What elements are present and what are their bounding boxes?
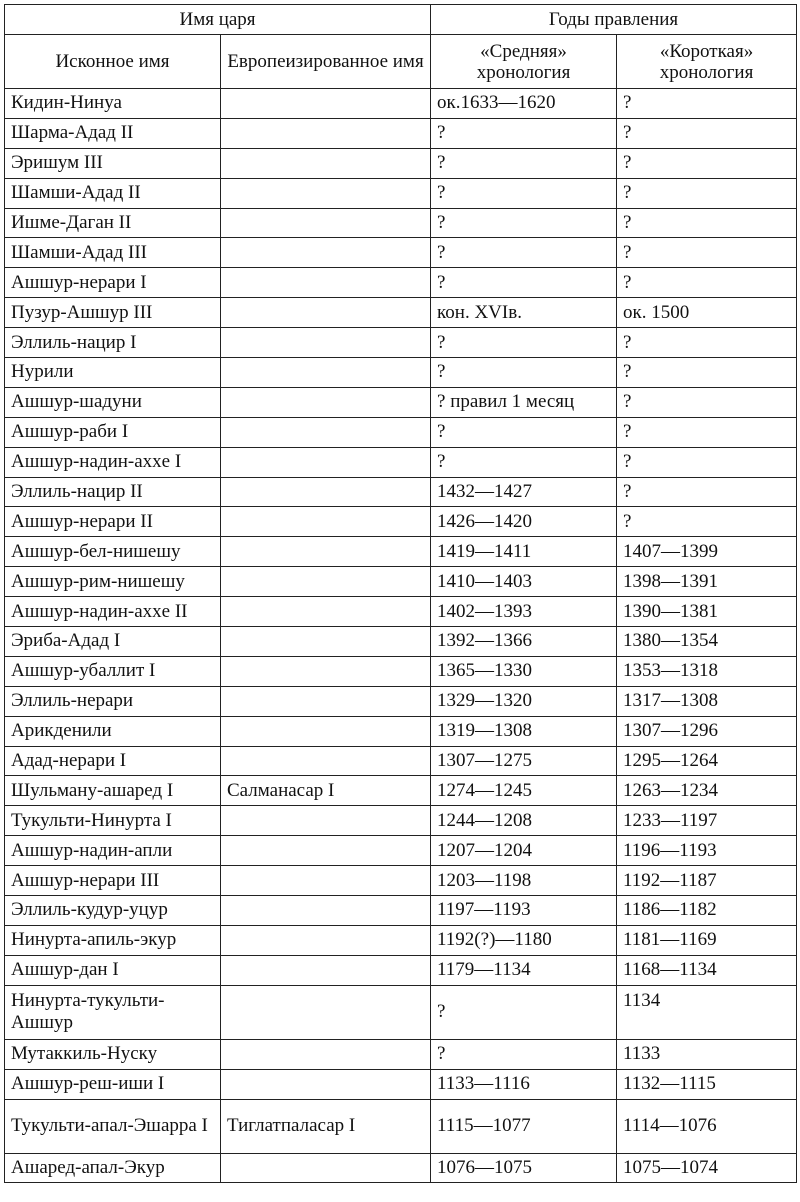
short-chronology-cell: ?	[617, 208, 797, 238]
native-name-cell: Ашшур-раби I	[5, 417, 221, 447]
short-chronology-cell: 1075—1074	[617, 1153, 797, 1183]
native-name-cell: Ашшур-рим-нишешу	[5, 567, 221, 597]
middle-chronology-cell: ? правил 1 месяц	[431, 387, 617, 417]
european-name-cell	[221, 298, 431, 328]
table-row	[5, 507, 797, 537]
european-name-cell	[221, 806, 431, 836]
european-name-cell	[221, 1153, 431, 1183]
european-name-cell	[221, 268, 431, 298]
middle-chronology-cell: ?	[431, 208, 617, 238]
table-row	[5, 746, 797, 776]
short-chronology-cell: ?	[617, 477, 797, 507]
short-chronology-cell: ?	[617, 238, 797, 268]
middle-chronology-cell: 1410—1403	[431, 567, 617, 597]
native-name-cell: Ашшур-дан I	[5, 955, 221, 985]
native-name-cell: Ашшур-нерари II	[5, 507, 221, 537]
short-chronology-cell: 1134	[617, 985, 797, 1039]
european-name-cell	[221, 985, 431, 1039]
short-chronology-cell: ?	[617, 148, 797, 178]
native-name-cell: Тукульти-апал-Эшарра I	[5, 1099, 221, 1153]
middle-chronology-cell: 1203—1198	[431, 866, 617, 896]
short-chronology-cell: ?	[617, 417, 797, 447]
table-row	[5, 148, 797, 178]
european-name-cell	[221, 627, 431, 657]
table-header	[5, 5, 797, 89]
native-name-cell: Ашшур-реш-иши I	[5, 1069, 221, 1099]
table-row	[5, 1153, 797, 1183]
short-chronology-cell: 1407—1399	[617, 537, 797, 567]
european-name-cell	[221, 1069, 431, 1099]
european-name-cell	[221, 328, 431, 358]
table-row	[5, 597, 797, 627]
table-row	[5, 477, 797, 507]
native-name-cell: Ашшур-нерари III	[5, 866, 221, 896]
european-name-cell: Тиглатпаласар I	[221, 1099, 431, 1153]
native-name-cell: Адад-нерари I	[5, 746, 221, 776]
european-name-cell	[221, 836, 431, 866]
native-name-cell: Ашшур-бел-нишешу	[5, 537, 221, 567]
short-chronology-cell: 1380—1354	[617, 627, 797, 657]
short-chronology-cell: ?	[617, 89, 797, 119]
middle-chronology-cell: ?	[431, 985, 617, 1039]
middle-chronology-cell: 1179—1134	[431, 955, 617, 985]
table-row	[5, 955, 797, 985]
european-name-cell	[221, 178, 431, 208]
european-name-header: Европеизированное имя	[221, 35, 431, 89]
middle-chronology-cell: ?	[431, 148, 617, 178]
table-row	[5, 208, 797, 238]
table-row	[5, 836, 797, 866]
table-row	[5, 328, 797, 358]
native-name-cell: Эришум III	[5, 148, 221, 178]
middle-chronology-cell: 1192(?)—1180	[431, 925, 617, 955]
native-name-cell: Тукульти-Нинурта I	[5, 806, 221, 836]
middle-chronology-cell: 1207—1204	[431, 836, 617, 866]
native-name-cell: Нинурта-тукульти-Ашшур	[5, 985, 221, 1039]
short-chronology-header: «Короткая» хронология	[617, 35, 797, 89]
middle-chronology-cell: 1307—1275	[431, 746, 617, 776]
european-name-cell	[221, 955, 431, 985]
native-name-cell: Ашшур-надин-апли	[5, 836, 221, 866]
middle-chronology-cell: 1076—1075	[431, 1153, 617, 1183]
middle-chronology-cell: ?	[431, 328, 617, 358]
short-chronology-cell: ?	[617, 268, 797, 298]
table-row	[5, 89, 797, 119]
middle-chronology-cell: 1426—1420	[431, 507, 617, 537]
header-row-sub	[5, 35, 797, 89]
middle-chronology-cell: 1274—1245	[431, 776, 617, 806]
table-row	[5, 716, 797, 746]
european-name-cell	[221, 1039, 431, 1069]
native-name-cell: Кидин-Нинуа	[5, 89, 221, 119]
middle-chronology-cell: ок.1633—1620	[431, 89, 617, 119]
short-chronology-cell: ?	[617, 447, 797, 477]
native-name-cell: Шульману-ашаред I	[5, 776, 221, 806]
native-name-cell: Арикденили	[5, 716, 221, 746]
short-chronology-cell: ?	[617, 178, 797, 208]
middle-chronology-cell: 1402—1393	[431, 597, 617, 627]
middle-chronology-cell: ?	[431, 358, 617, 388]
native-name-cell: Ашшур-шадуни	[5, 387, 221, 417]
middle-chronology-cell: 1197—1193	[431, 896, 617, 926]
middle-chronology-cell: 1133—1116	[431, 1069, 617, 1099]
table-row	[5, 178, 797, 208]
european-name-cell	[221, 148, 431, 178]
european-name-cell	[221, 537, 431, 567]
native-name-cell: Ашаред-апал-Экур	[5, 1153, 221, 1183]
table-row	[5, 358, 797, 388]
native-name-cell: Нурили	[5, 358, 221, 388]
european-name-cell	[221, 387, 431, 417]
native-name-cell: Ашшур-нерари I	[5, 268, 221, 298]
short-chronology-cell: 1168—1134	[617, 955, 797, 985]
european-name-cell	[221, 656, 431, 686]
table-row	[5, 656, 797, 686]
middle-chronology-header: «Средняя» хронология	[431, 35, 617, 89]
middle-chronology-cell: ?	[431, 1039, 617, 1069]
table-row	[5, 387, 797, 417]
short-chronology-cell: 1181—1169	[617, 925, 797, 955]
european-name-cell	[221, 447, 431, 477]
table-row	[5, 925, 797, 955]
table-row	[5, 268, 797, 298]
native-name-cell: Ашшур-надин-ахxе I	[5, 447, 221, 477]
table-row	[5, 896, 797, 926]
table-row	[5, 985, 797, 1039]
table-row	[5, 776, 797, 806]
short-chronology-cell: 1233—1197	[617, 806, 797, 836]
reign-years-header: Годы правления	[431, 5, 797, 35]
native-name-cell: Пузур-Ашшур III	[5, 298, 221, 328]
native-name-cell: Эллиль-кудур-уцур	[5, 896, 221, 926]
middle-chronology-cell: кон. XVIв.	[431, 298, 617, 328]
european-name-cell	[221, 238, 431, 268]
short-chronology-cell: 1390—1381	[617, 597, 797, 627]
middle-chronology-cell: 1244—1208	[431, 806, 617, 836]
european-name-cell	[221, 925, 431, 955]
native-name-cell: Шарма-Адад II	[5, 118, 221, 148]
european-name-cell	[221, 896, 431, 926]
short-chronology-cell: 1196—1193	[617, 836, 797, 866]
table-row	[5, 238, 797, 268]
middle-chronology-cell: 1329—1320	[431, 686, 617, 716]
native-name-cell: Эллиль-нацир II	[5, 477, 221, 507]
table-row	[5, 866, 797, 896]
middle-chronology-cell: 1115—1077	[431, 1099, 617, 1153]
short-chronology-cell: 1353—1318	[617, 656, 797, 686]
short-chronology-cell: 1192—1187	[617, 866, 797, 896]
short-chronology-cell: 1132—1115	[617, 1069, 797, 1099]
kings-table	[4, 4, 797, 1183]
european-name-cell	[221, 477, 431, 507]
european-name-cell	[221, 746, 431, 776]
table-row	[5, 298, 797, 328]
middle-chronology-cell: ?	[431, 238, 617, 268]
table-row	[5, 1099, 797, 1153]
native-name-cell: Ашшур-убаллит I	[5, 656, 221, 686]
european-name-cell	[221, 597, 431, 627]
short-chronology-cell: ?	[617, 118, 797, 148]
table-body	[5, 89, 797, 1183]
middle-chronology-cell: 1365—1330	[431, 656, 617, 686]
table-row	[5, 686, 797, 716]
european-name-cell	[221, 118, 431, 148]
table-row	[5, 417, 797, 447]
native-name-cell: Мутаккиль-Нуску	[5, 1039, 221, 1069]
native-name-cell: Эллиль-нерари	[5, 686, 221, 716]
table-row	[5, 627, 797, 657]
native-name-cell: Шамши-Адад III	[5, 238, 221, 268]
short-chronology-cell: ?	[617, 387, 797, 417]
short-chronology-cell: 1186—1182	[617, 896, 797, 926]
european-name-cell	[221, 716, 431, 746]
native-name-header: Исконное имя	[5, 35, 221, 89]
king-name-header: Имя царя	[5, 5, 431, 35]
native-name-cell: Нинурта-апиль-экур	[5, 925, 221, 955]
middle-chronology-cell: ?	[431, 118, 617, 148]
european-name-cell	[221, 358, 431, 388]
european-name-cell	[221, 507, 431, 537]
table-row	[5, 567, 797, 597]
short-chronology-cell: 1295—1264	[617, 746, 797, 776]
short-chronology-cell: 1317—1308	[617, 686, 797, 716]
native-name-cell: Шамши-Адад II	[5, 178, 221, 208]
middle-chronology-cell: 1319—1308	[431, 716, 617, 746]
table-row	[5, 447, 797, 477]
short-chronology-cell: ?	[617, 328, 797, 358]
short-chronology-cell: 1307—1296	[617, 716, 797, 746]
middle-chronology-cell: ?	[431, 178, 617, 208]
table-row	[5, 537, 797, 567]
short-chronology-cell: ок. 1500	[617, 298, 797, 328]
short-chronology-cell: 1133	[617, 1039, 797, 1069]
european-name-cell	[221, 866, 431, 896]
native-name-cell: Эллиль-нацир I	[5, 328, 221, 358]
middle-chronology-cell: ?	[431, 447, 617, 477]
table-row	[5, 1039, 797, 1069]
european-name-cell: Салманасар I	[221, 776, 431, 806]
native-name-cell: Ашшур-надин-ахxе II	[5, 597, 221, 627]
table-row	[5, 1069, 797, 1099]
middle-chronology-cell: ?	[431, 268, 617, 298]
native-name-cell: Ишме-Даган II	[5, 208, 221, 238]
short-chronology-cell: ?	[617, 507, 797, 537]
middle-chronology-cell: 1432—1427	[431, 477, 617, 507]
european-name-cell	[221, 417, 431, 447]
european-name-cell	[221, 686, 431, 716]
middle-chronology-cell: ?	[431, 417, 617, 447]
short-chronology-cell: 1263—1234	[617, 776, 797, 806]
european-name-cell	[221, 208, 431, 238]
middle-chronology-cell: 1419—1411	[431, 537, 617, 567]
short-chronology-cell: 1114—1076	[617, 1099, 797, 1153]
european-name-cell	[221, 89, 431, 119]
table-row	[5, 118, 797, 148]
table-row	[5, 806, 797, 836]
native-name-cell: Эриба-Адад I	[5, 627, 221, 657]
short-chronology-cell: 1398—1391	[617, 567, 797, 597]
middle-chronology-cell: 1392—1366	[431, 627, 617, 657]
header-row-top	[5, 5, 797, 35]
european-name-cell	[221, 567, 431, 597]
short-chronology-cell: ?	[617, 358, 797, 388]
